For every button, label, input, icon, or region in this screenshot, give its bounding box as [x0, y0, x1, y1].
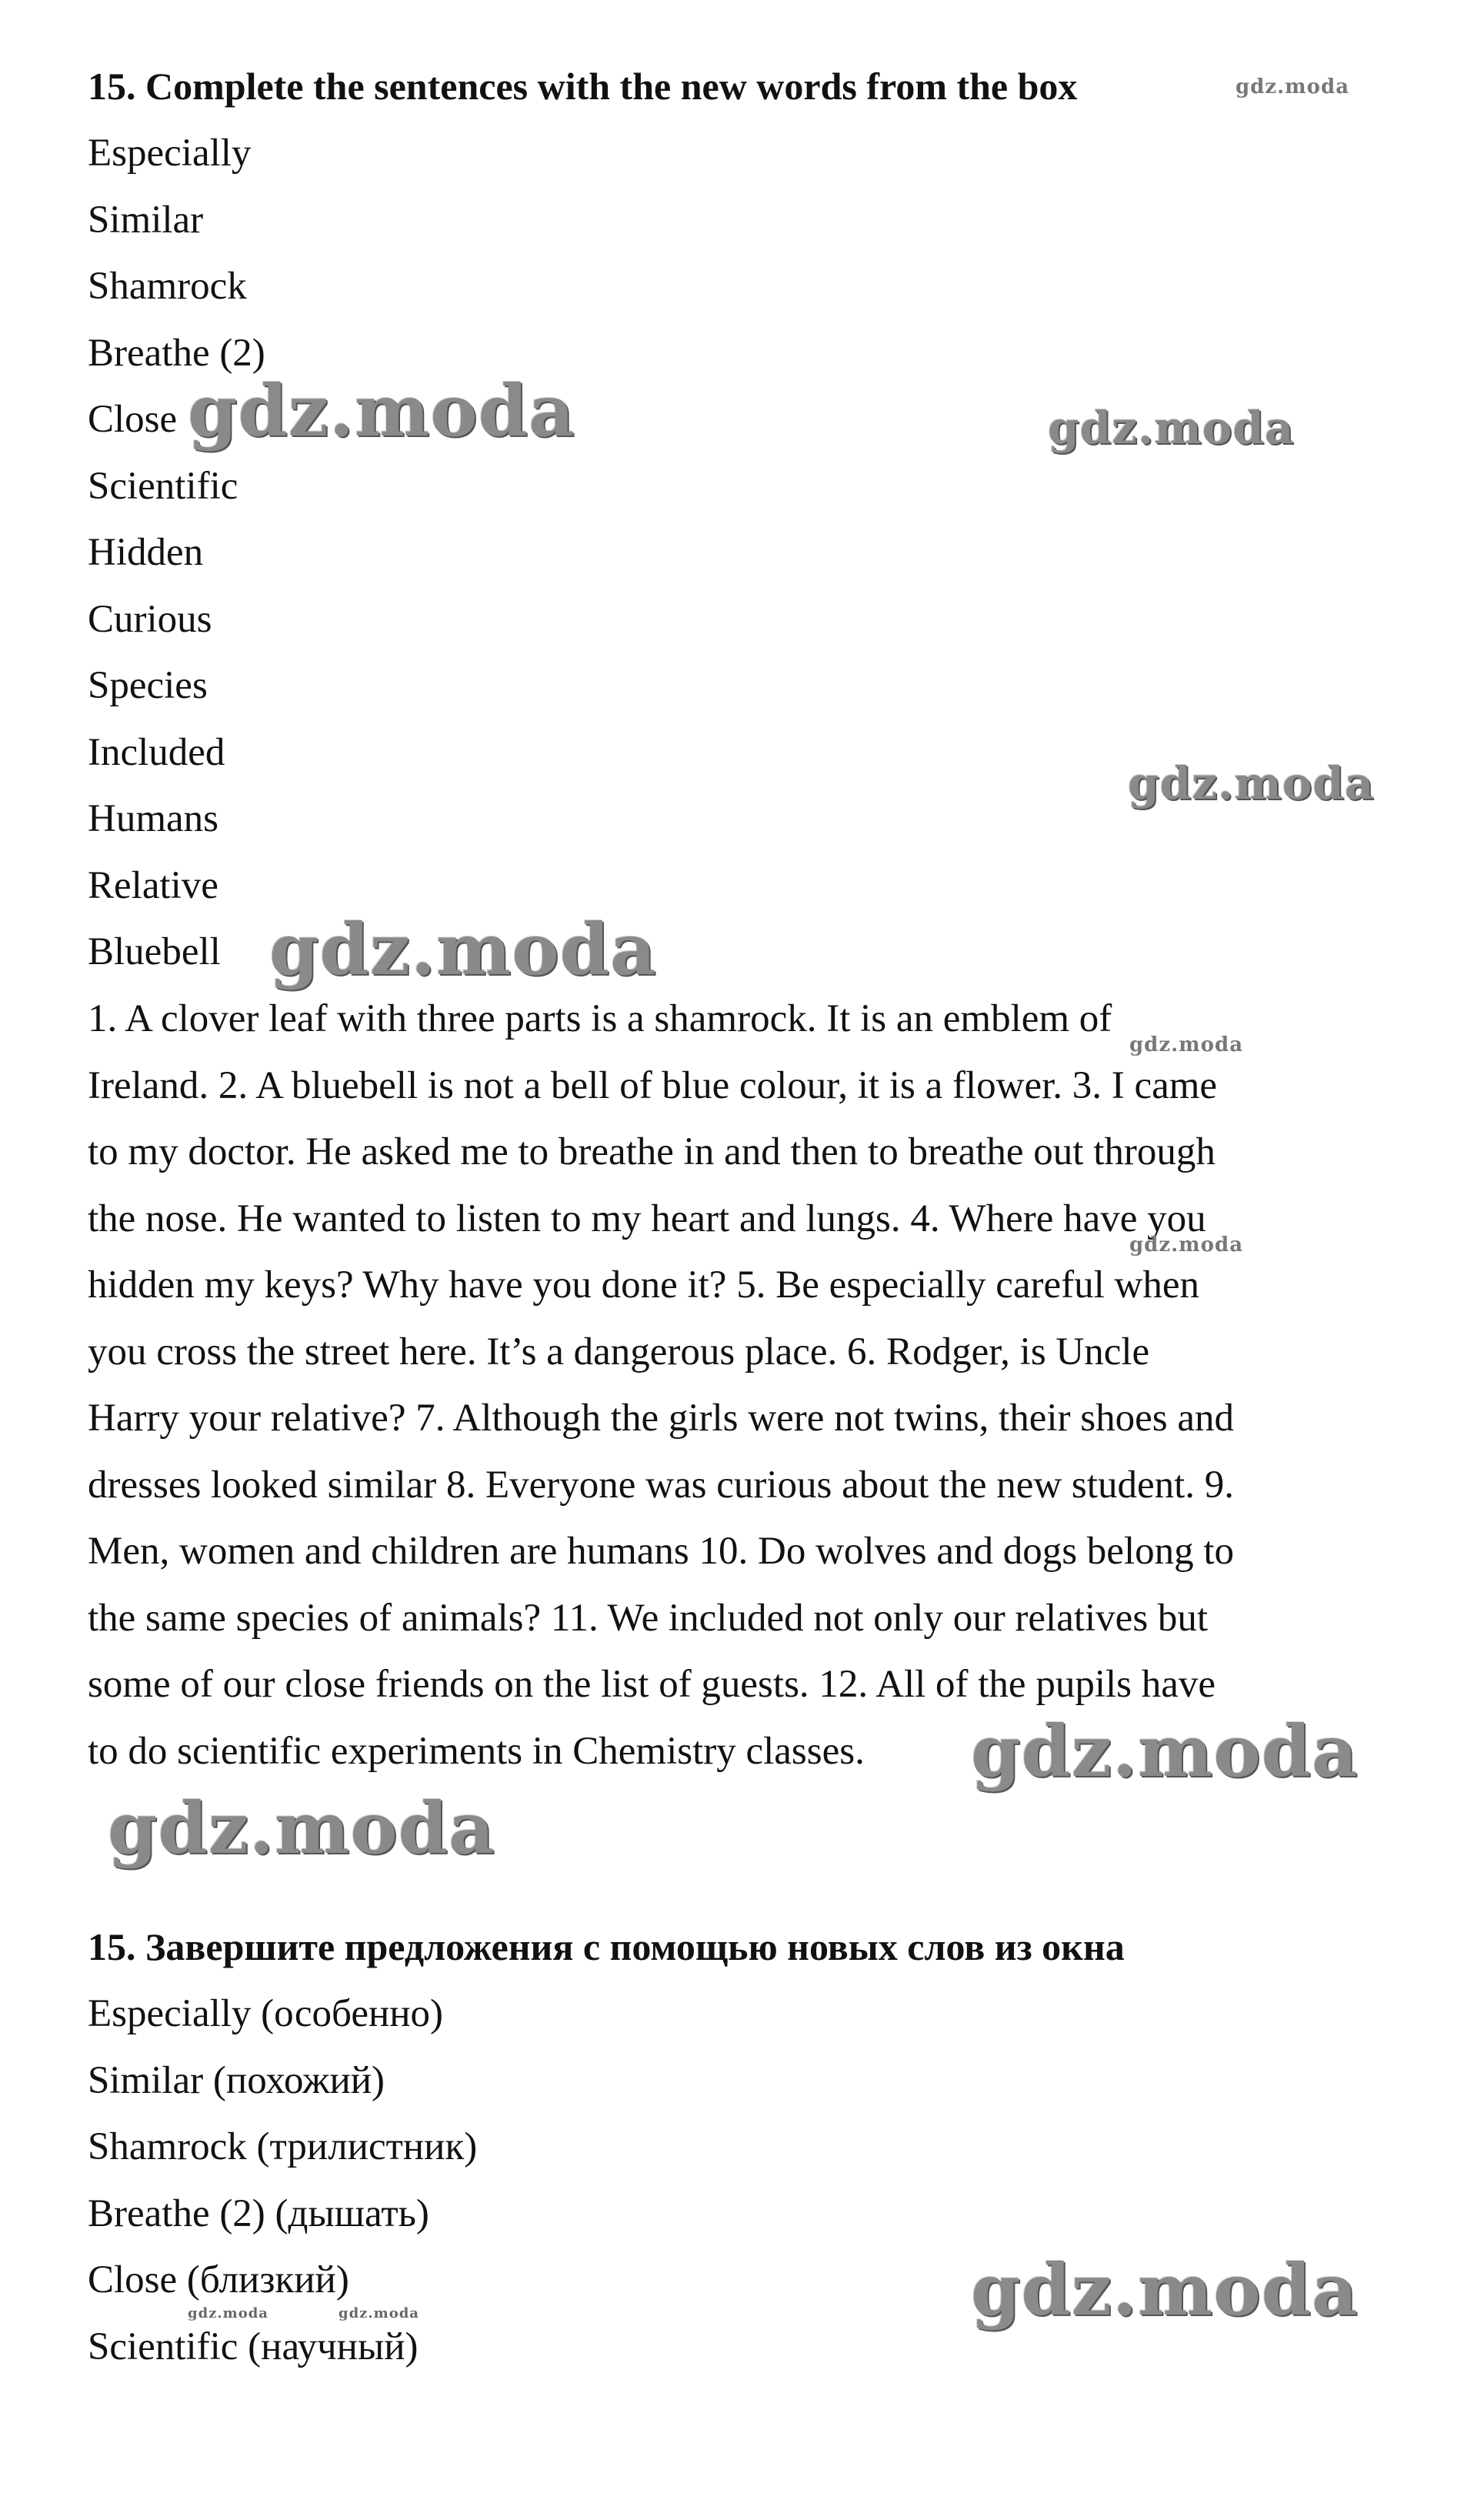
word-item: Breathe (2) (дышать) [88, 2191, 429, 2235]
word-item: Scientific [88, 464, 238, 508]
exercise-heading-english: 15. Complete the sentences with the new words from the box [88, 65, 1078, 108]
paragraph-line: hidden my keys? Why have you done it? 5. Be especially careful when [88, 1263, 1200, 1307]
watermark: gdz.moda [1128, 757, 1375, 809]
word-item: Included [88, 730, 225, 774]
word-item: Bluebell [88, 930, 221, 973]
paragraph-line: Men, women and children are humans 10. Do wolves and dogs belong to [88, 1530, 1235, 1573]
watermark: gdz.moda [188, 369, 575, 452]
word-item: Humans [88, 797, 218, 840]
paragraph-line: 1. A clover leaf with three parts is a shamrock. It is an emblem of [88, 997, 1112, 1040]
paragraph-line: Ireland. 2. A bluebell is not a bell of blue colour, it is a flower. 3. I came [88, 1063, 1218, 1107]
answers-paragraph [88, 986, 1411, 1784]
watermark: gdz.moda [1048, 402, 1295, 454]
paragraph-line: the nose. He wanted to listen to my heart and lungs. 4. Where have you [88, 1197, 1206, 1240]
word-item: Especially [88, 132, 252, 175]
exercise-heading-russian: 15. Завершите предложения с помощью новых слов из окна [88, 1925, 1125, 1968]
watermark: gdz.moda [971, 2248, 1359, 2331]
word-item: Close [88, 398, 178, 441]
word-item: Hidden [88, 531, 204, 574]
paragraph-line: some of our close friends on the list of guests. 12. All of the pupils have [88, 1663, 1216, 1706]
word-box-english [88, 120, 265, 986]
watermark: gdz.moda [1129, 1033, 1244, 1056]
word-item: Scientific (научный) [88, 2325, 419, 2368]
watermark: gdz.moda [971, 1710, 1359, 1793]
word-item: Similar (похожий) [88, 2058, 385, 2102]
watermark: gdz.moda [108, 1787, 495, 1870]
word-item: Relative [88, 863, 218, 907]
paragraph-line: Harry your relative? 7. Although the girls were not twins, their shoes and [88, 1397, 1234, 1440]
word-item: Shamrock [88, 265, 247, 308]
watermark: gdz.moda [188, 2305, 268, 2321]
word-item: Curious [88, 597, 212, 641]
word-item: Breathe (2) [88, 331, 265, 375]
paragraph-line: dresses looked similar 8. Everyone was curious about the new student. 9. [88, 1463, 1235, 1507]
word-item: Similar [88, 198, 204, 242]
paragraph-line: you cross the street here. It’s a dangerous place. 6. Rodger, is Uncle [88, 1330, 1150, 1373]
watermark: gdz.moda [1236, 75, 1350, 98]
word-item: Shamrock (трилистник) [88, 2125, 478, 2168]
paragraph-line: the same species of animals? 11. We included not only our relatives but [88, 1596, 1209, 1640]
paragraph-line: to do scientific experiments in Chemistry classes. [88, 1729, 865, 1773]
paragraph-line: to my doctor. He asked me to breathe in and then to breathe out through [88, 1130, 1216, 1173]
watermark: gdz.moda [338, 2305, 419, 2321]
word-item: Especially (особенно) [88, 1992, 444, 2035]
word-item: Species [88, 664, 208, 707]
watermark: gdz.moda [1129, 1233, 1244, 1257]
watermark: gdz.moda [269, 908, 657, 991]
word-item: Close (близкий) [88, 2258, 349, 2301]
